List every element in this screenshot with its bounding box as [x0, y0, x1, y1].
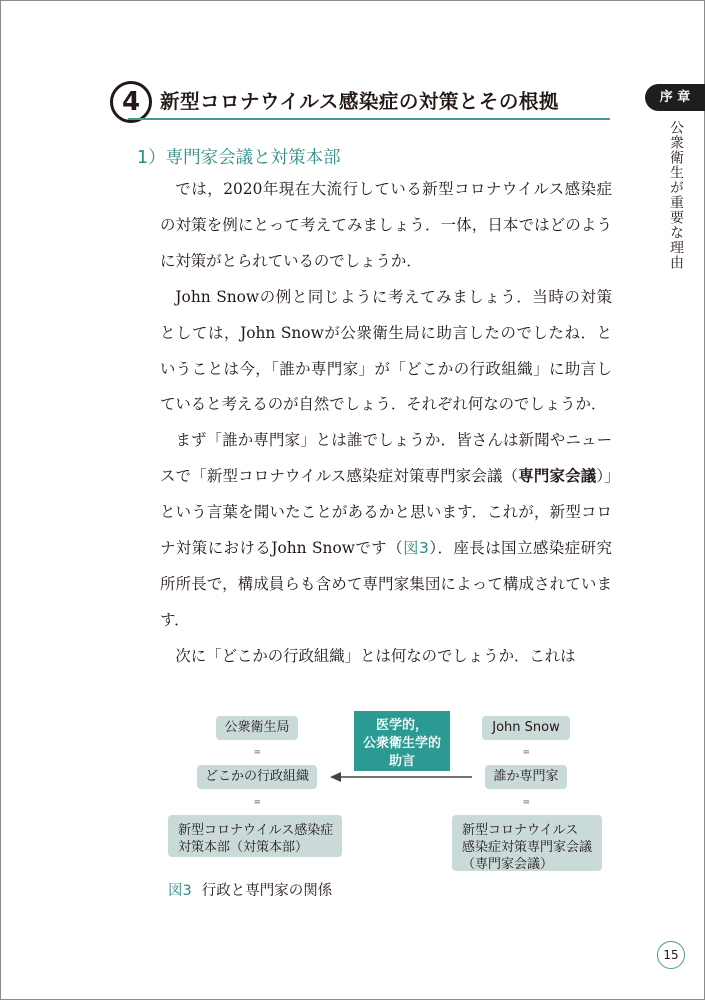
section-underline [128, 118, 610, 120]
section-number-badge: 4 [110, 81, 152, 123]
paragraph-3-text-c: ）．座長は国立感染症研究所所長で，構成員らも含めて専門家集団によって構成されています． [160, 539, 612, 629]
figure-reference[interactable]: 図3 [403, 539, 429, 558]
paragraph-3-text-b: ）」という言葉を聞いたことがあるかと思います．これが，新型コロナ対策におけるJohn Snowです（ [160, 467, 612, 558]
equals-mark-right-top: ॥ [520, 748, 531, 755]
box-john-snow: John Snow [482, 716, 570, 740]
figure-caption [168, 879, 332, 900]
section-title: 新型コロナウイルス感染症の対策とその根拠 [160, 90, 559, 113]
paragraph-3-text-a: まず「誰か専門家」とは誰でしょうか．皆さんは新聞やニュースで「新型コロナウイルス感染症対策専門家会議（ [160, 431, 612, 486]
box-medical-advice [354, 711, 450, 771]
advice-arrow [328, 770, 474, 784]
paragraph-2: John Snowの例と同じように考えてみましょう．当時の対策としては，John Snowが公衆衛生局に助言したのでしたね．ということは今，「誰か専門家」が「どこかの行政組織」に助言していると考えるのが自然でしょう．それぞれ何なのでしょうか． [160, 287, 612, 414]
section-heading [110, 78, 610, 124]
advice-line2: 公衆衛生学的 [362, 736, 441, 751]
box-expert-meeting-line2: 感染症対策専門家会議 [462, 840, 593, 855]
equals-mark-right-bottom: ॥ [520, 798, 531, 805]
page-number: 15 [657, 941, 685, 969]
body-text [160, 172, 612, 675]
box-countermeasures-hq-line1: 新型コロナウイルス感染症 [178, 823, 334, 838]
box-expert-meeting-line3: （専門家会議） [462, 857, 554, 872]
advice-line1: 医学的， [375, 718, 428, 733]
equals-mark-left-bottom: ॥ [251, 798, 262, 805]
equals-mark-left-top: ॥ [251, 748, 262, 755]
term-expert-meeting: 専門家会議 [518, 467, 597, 486]
box-expert-meeting [452, 815, 602, 871]
box-expert-meeting-line1: 新型コロナウイルス [462, 823, 579, 838]
subsection-title: 1）専門家会議と対策本部 [137, 148, 341, 168]
box-some-government-org: どこかの行政組織 [197, 765, 317, 789]
chapter-running-title: 公衆衛生が重要な理由 [668, 120, 684, 270]
box-countermeasures-hq [168, 815, 342, 857]
box-countermeasures-hq-line2: 対策本部（対策本部） [178, 840, 309, 855]
paragraph-4: 次に「どこかの行政組織」とは何なのでしょうか．これは [175, 646, 576, 665]
advice-line3: 助言 [388, 754, 415, 769]
paragraph-3 [160, 423, 612, 638]
chapter-tab: 序 章 [645, 84, 705, 111]
paragraph-1: では，2020年現在大流行している新型コロナウイルス感染症の対策を例にとって考えてみましょう．一体，日本ではどのように対策がとられているのでしょうか． [160, 180, 612, 270]
figure-caption-text: 行政と専門家の関係 [201, 883, 333, 899]
box-some-expert: 誰か専門家 [485, 765, 567, 789]
figure-number: 図3 [168, 883, 192, 899]
box-public-health-bureau: 公衆衛生局 [216, 716, 298, 740]
